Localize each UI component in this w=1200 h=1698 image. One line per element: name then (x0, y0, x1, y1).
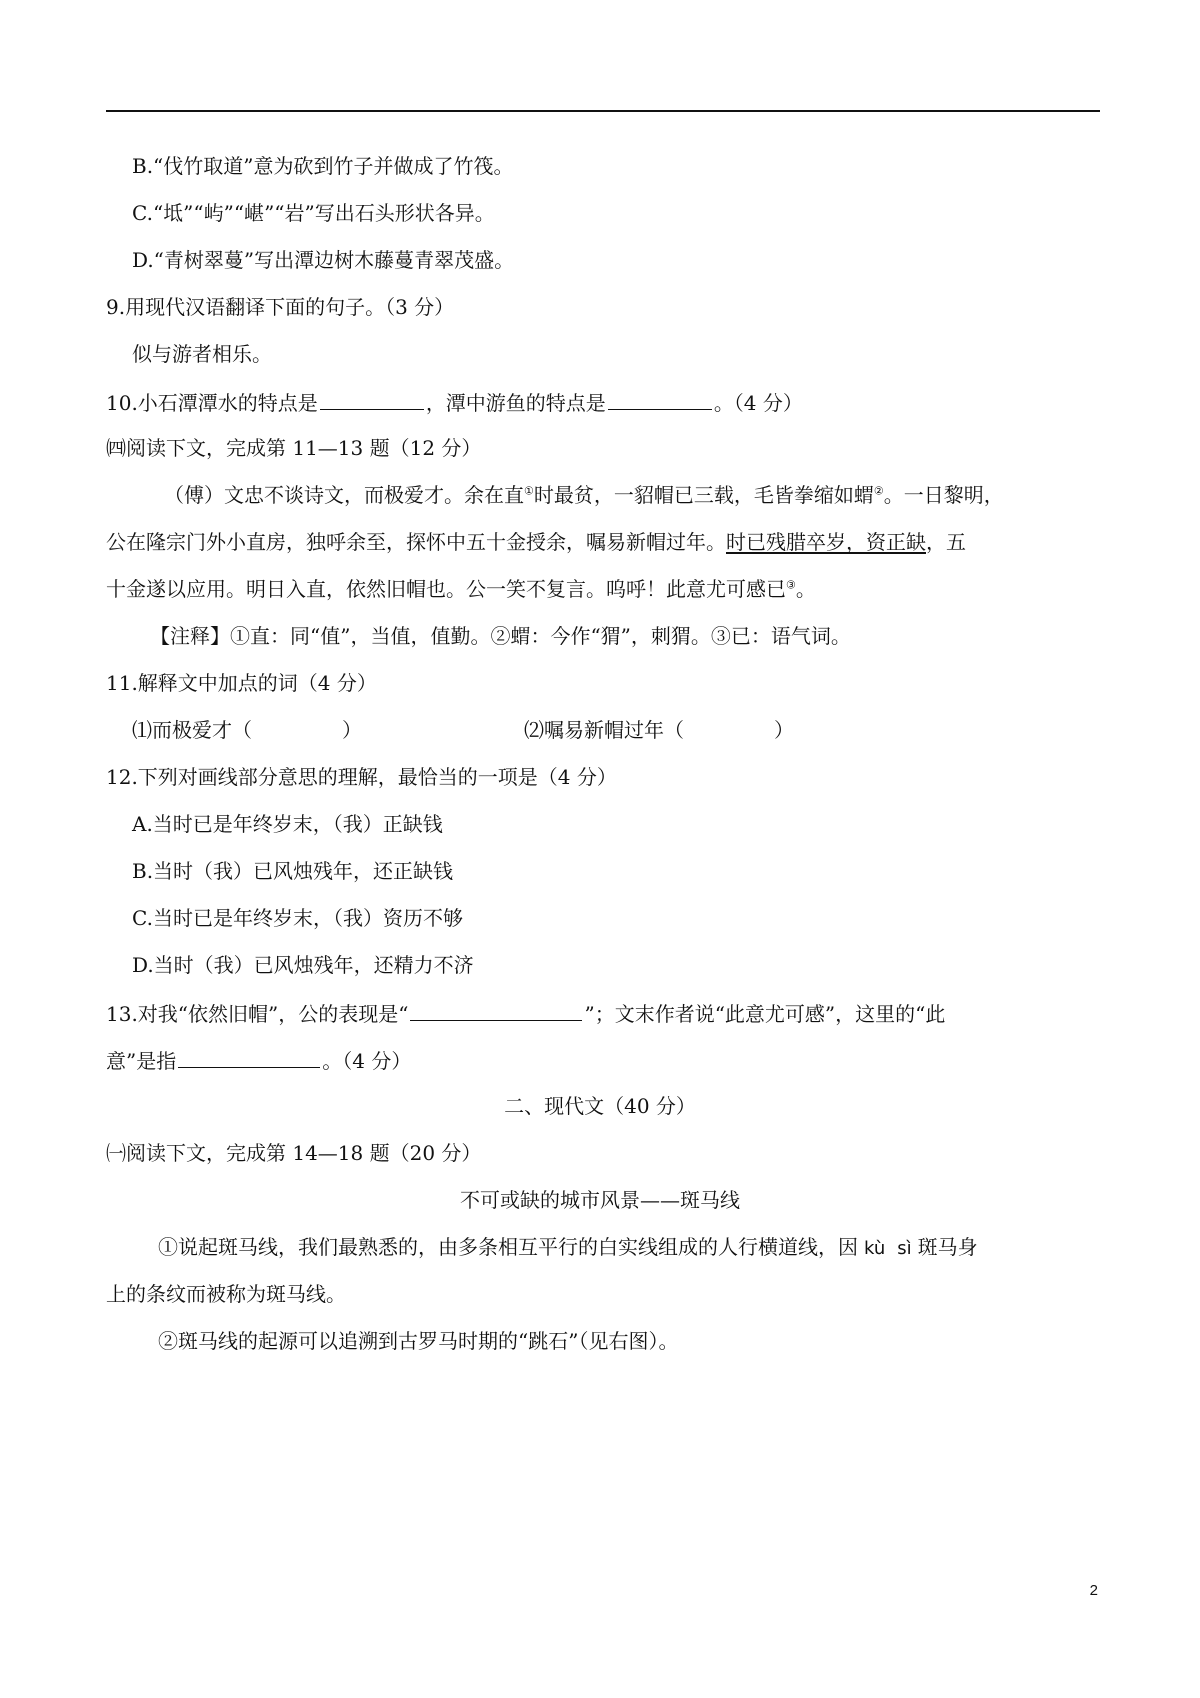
q13-text: 意”是指 (106, 1049, 177, 1073)
article-text: 斑马身 (917, 1235, 978, 1259)
q13-line-2 (106, 1045, 411, 1075)
article-text: ①说起斑马线，我们最熟悉的，由多条相互平行的白实线组成的人行横道线，因 (158, 1235, 858, 1259)
page-number: 2 (1089, 1582, 1098, 1599)
section-modern-intro: ㈠阅读下文，完成第 14—18 题（20 分） (106, 1141, 482, 1165)
q10-part3: 。（4 分） (713, 391, 803, 415)
q10-part2: ，潭中游鱼的特点是 (425, 391, 606, 415)
q10-question (106, 387, 803, 417)
annotation-note: 【注释】①直：同“值”，当值，值勤。②蝟：今作“猬”，刺猬。③已：语气词。 (150, 624, 851, 648)
pinyin-1: kù (864, 1238, 886, 1259)
footnote-marker: ② (873, 484, 884, 498)
q11-item-1 (132, 716, 362, 744)
q8-option-c: C.“坻”“屿”“嵁”“岩”写出石头形状各异。 (132, 201, 495, 225)
article-title: 不可或缺的城市风景——斑马线 (460, 1188, 740, 1212)
q13-text: 。（4 分） (322, 1049, 412, 1073)
q10-part1: 10.小石潭潭水的特点是 (106, 391, 318, 415)
section-heading: 二、现代文（40 分） (504, 1094, 696, 1118)
q13-blank-2[interactable] (178, 1045, 320, 1068)
q13-blank-1[interactable] (410, 998, 582, 1021)
passage-text: 。一日黎明， (883, 483, 1004, 507)
q11-item-2-text: ⑵嘱易新帽过年（ (524, 718, 684, 742)
q12-option-a: A.当时已是年终岁末，（我）正缺钱 (132, 812, 443, 836)
pinyin-2: sì (897, 1238, 912, 1259)
article-para-1-line-1 (158, 1233, 978, 1263)
underlined-phrase: 时已残腊卒岁，资正缺 (726, 530, 926, 554)
passage-line-2 (106, 528, 966, 556)
footnote-marker: ① (524, 484, 534, 498)
q12-option-b: B.当时（我）已风烛残年，还正缺钱 (132, 859, 454, 883)
q10-blank-1[interactable] (320, 387, 424, 410)
passage-text: 。 (795, 577, 816, 601)
article-para-2: ②斑马线的起源可以追溯到古罗马时期的“跳石”（见右图）。 (158, 1329, 679, 1353)
q12-option-c: C.当时已是年终岁末，（我）资历不够 (132, 906, 463, 930)
passage-text: （傅）文忠不谈诗文，而极爱才。余在直 (164, 483, 524, 507)
passage-line-3 (106, 575, 816, 603)
passage-line-1 (164, 481, 1004, 509)
passage-text: 十金遂以应用。明日入直，依然旧帽也。公一笑不复言。呜呼！此意尤可感已 (106, 577, 786, 601)
q11-item-2 (524, 716, 794, 744)
passage-text: 时最贫，一貂帽已三载，毛皆拳缩如蝟 (533, 483, 874, 507)
section4-intro: ㈣阅读下文，完成第 11—13 题（12 分） (106, 436, 482, 460)
q9-prompt: 9.用现代汉语翻译下面的句子。（3 分） (106, 295, 455, 319)
article-para-1-line-2: 上的条纹而被称为斑马线。 (106, 1282, 346, 1306)
passage-text: 公在隆宗门外小直房，独呼余至，探怀中五十金授余，嘱易新帽过年。 (106, 530, 726, 554)
q11-prompt: 11.解释文中加点的词（4 分） (106, 671, 377, 695)
q11-item-1-text: ⑴而极爱才（ (132, 718, 252, 742)
q13-text: 13.对我“依然旧帽”，公的表现是“ (106, 1002, 409, 1026)
q11-item-1-close: ） (342, 718, 362, 742)
q10-blank-2[interactable] (608, 387, 712, 410)
q13-text: ”；文末作者说“此意尤可感”，这里的“此 (584, 1002, 946, 1026)
header-rule (106, 110, 1100, 112)
footnote-marker: ③ (786, 578, 796, 592)
q12-prompt: 12.下列对画线部分意思的理解，最恰当的一项是（4 分） (106, 765, 617, 789)
q13-line-1 (106, 998, 945, 1028)
q8-option-b: B.“伐竹取道”意为砍到竹子并做成了竹筏。 (132, 154, 514, 178)
q9-sentence: 似与游者相乐。 (132, 342, 272, 366)
passage-text: ，五 (926, 530, 966, 554)
q11-item-2-close: ） (774, 718, 794, 742)
q8-option-d: D.“青树翠蔓”写出潭边树木藤蔓青翠茂盛。 (132, 248, 515, 272)
q12-option-d: D.当时（我）已风烛残年，还精力不济 (132, 953, 474, 977)
